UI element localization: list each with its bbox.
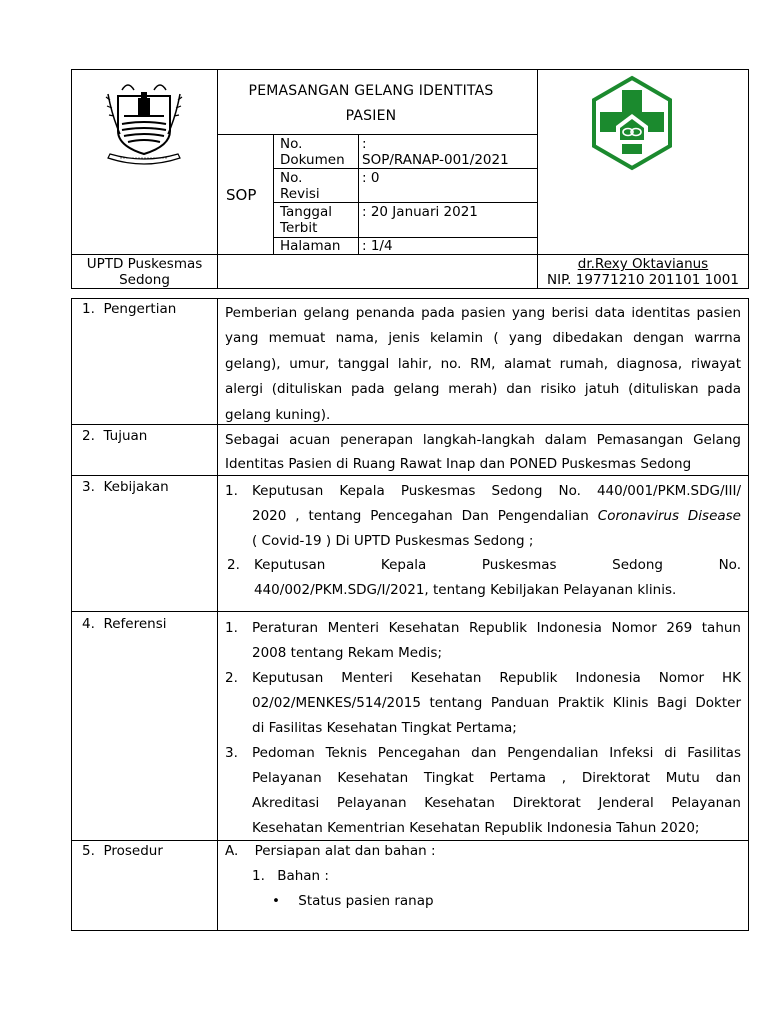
kebijakan-item-1-num: 1.	[225, 483, 238, 499]
bullet-icon: •	[272, 893, 280, 909]
no-revisi-value: : 0	[362, 170, 380, 186]
kebijakan-item-2: 2. Keputusan Kepala Puskesmas Sedong No. 440/002/PKM.SDG/I/2021, tentang Kebiljakan Pelayanan klinis.	[227, 553, 741, 603]
kebijakan-item-1: 1. Keputusan Kepala Puskesmas Sedong No. 440/001/PKM.SDG/III/ 2020 , tentang Pencegahan Dan Pengendalian Coronavirus Disease ( Covid-19 ) Di UPTD Puskesmas Sedong ;	[225, 479, 741, 554]
section-label-tujuan: 2. Tujuan	[82, 428, 148, 444]
referensi-item-3: 3. Pedoman Teknis Pencegahan dan Pengendalian Infeksi di Fasilitas Pelayanan Kesehatan Tingkat Pertama , Direktorat Mutu dan Akreditasi Pelayanan Kesehatan Direktorat Jenderal Pelayanan Kesehatan Kementrian Kesehatan Republik Indonesia Tahun 2020;	[225, 745, 741, 836]
section-body-tujuan: Sebagai acuan penerapan langkah-langkah dalam Pemasangan Gelang Identitas Pasien di Ruang Rawat Inap dan PONED Puskesmas Sedong	[225, 432, 741, 472]
halaman-label: Halaman	[280, 238, 341, 254]
signer-nip: NIP. 19771210 201101 1001	[547, 272, 739, 288]
referensi-item-1: 1. Peraturan Menteri Kesehatan Republik Indonesia Nomor 269 tahun 2008 tentang Rekam Medis;	[225, 620, 741, 661]
no-dokumen-label: No. Dokumen	[280, 136, 345, 168]
section-label-kebijakan: 3. Kebijakan	[82, 479, 169, 495]
section-label-pengertian: 1. Pengertian	[82, 301, 177, 317]
document-title-line2: PASIEN	[345, 108, 397, 124]
sop-label: SOP	[226, 186, 257, 204]
signer-name: dr.Rexy Oktavianus	[577, 256, 709, 272]
unit-name: UPTD Puskesmas Sedong	[86, 256, 203, 288]
tanggal-terbit-label: Tanggal Terbit	[280, 204, 333, 236]
section-label-prosedur: 5. Prosedur	[82, 843, 163, 859]
document-title-line1: PEMASANGAN GELANG IDENTITAS	[248, 83, 494, 99]
regional-emblem-logo	[98, 76, 190, 172]
no-revisi-label: No. Revisi	[280, 170, 320, 202]
section-body-pengertian: Pemberian gelang penanda pada pasien yang berisi data identitas pasien yang memuat nama, jenis kelamin ( yang dibedakan dengan warrna gelang), umur, tanggal lahir, no. RM, alamat rumah, diagnosa, riwayat alergi (dituliskan pada gelang merah) dan risiko jatuh (dituliskan pada gelang kuning).	[225, 305, 741, 423]
prosedur-sub-1: 1. Bahan :	[252, 868, 329, 884]
section-label-referensi: 4. Referensi	[82, 616, 167, 632]
referensi-item-2: 2. Keputusan Menteri Kesehatan Republik Indonesia Nomor HK 02/02/MENKES/514/2015 tentang Panduan Praktik Klinis Bagi Dokter di Fasilitas Kesehatan Tingkat Pertama;	[225, 670, 741, 736]
document-title	[218, 83, 524, 125]
prosedur-step-a: A. Persiapan alat dan bahan :	[225, 843, 436, 859]
tanggal-terbit-value: : 20 Januari 2021	[362, 204, 478, 220]
halaman-value: : 1/4	[362, 238, 393, 254]
no-dokumen-value: : SOP/RANAP-001/2021	[362, 136, 509, 168]
kebijakan-item-2-num: 2.	[227, 557, 240, 573]
puskesmas-logo	[584, 74, 680, 172]
prosedur-bullet-item: • Status pasien ranap	[272, 893, 434, 909]
signer-block	[538, 256, 748, 288]
